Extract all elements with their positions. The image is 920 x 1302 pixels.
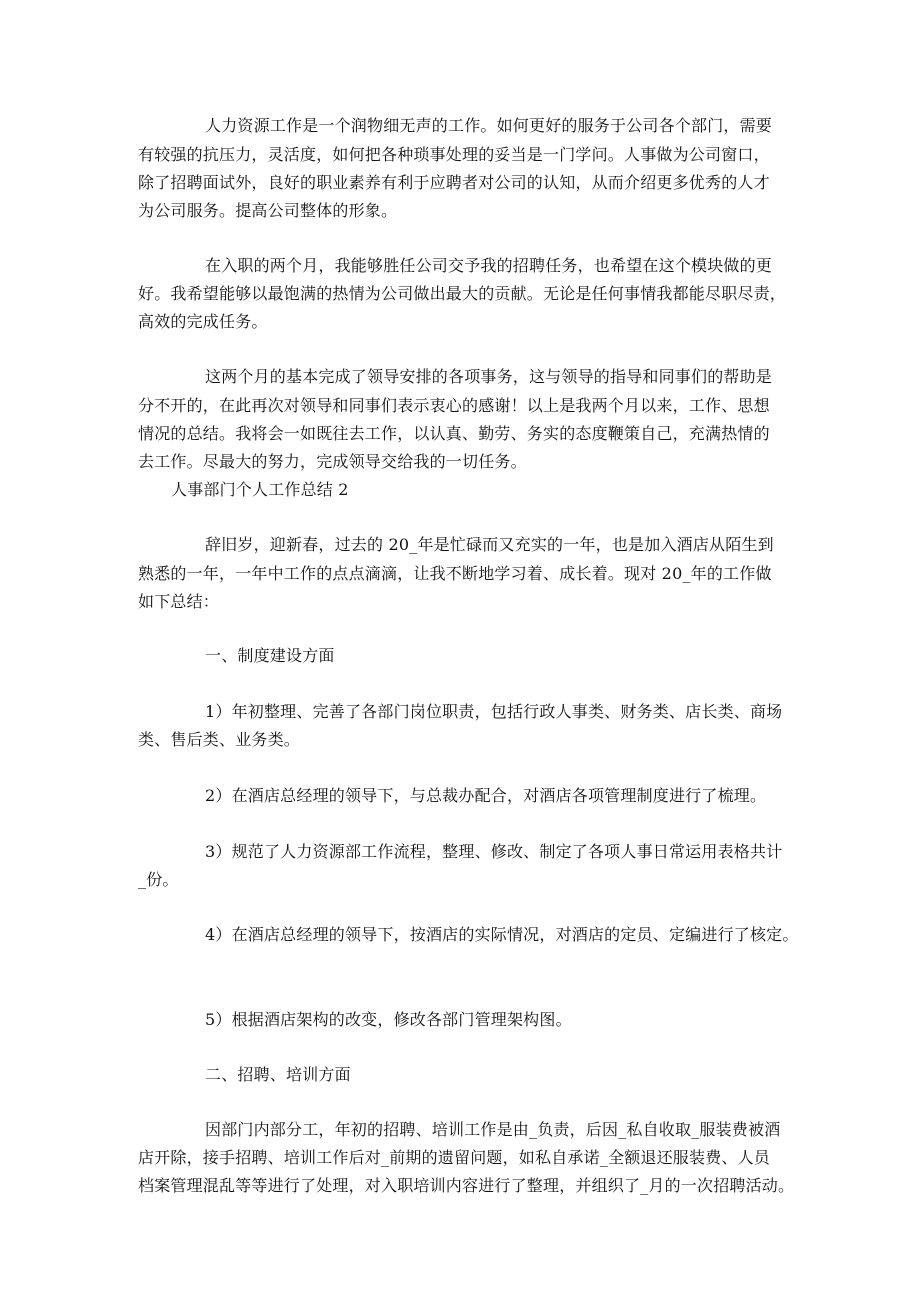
- subsection-heading: 二、招聘、培训方面: [205, 1065, 351, 1084]
- section-title: 人事部门个人工作总结 2: [171, 480, 349, 499]
- paragraph-line: 熟悉的一年，一年中工作的点点滴滴，让我不断地学习着、成长着。现对 20_年的工作做: [138, 564, 772, 583]
- paragraph-line: 好。我希望能够以最饱满的热情为公司做出最大的贡献。无论是任何事情我都能尽职尽责，: [138, 284, 787, 303]
- list-item-line: 1）年初整理、完善了各部门岗位职责，包括行政人事类、财务类、店长类、商场: [205, 702, 783, 721]
- paragraph-line: 在入职的两个月，我能够胜任公司交予我的招聘任务，也希望在这个模块做的更: [205, 256, 773, 275]
- paragraph-line: 分不开的，在此再次对领导和同事们表示衷心的感谢！以上是我两个月以来，工作、思想: [138, 396, 770, 415]
- paragraph-line: 为公司服务。提高公司整体的形象。: [138, 201, 398, 220]
- list-item-line: 3）规范了人力资源部工作流程，整理、修改、制定了各项人事日常运用表格共计: [205, 842, 783, 861]
- paragraph-line: 档案管理混乱等等进行了处理，对入职培训内容进行了整理，并组织了_月的一次招聘活动。: [138, 1176, 795, 1195]
- paragraph-line: 店开除，接手招聘、培训工作后对_前期的遗留问题，如私自承诺_全额退还服装费、人员: [138, 1148, 771, 1167]
- paragraph-line: 人力资源工作是一个润物细无声的工作。如何更好的服务于公司各个部门，需要: [205, 116, 773, 135]
- list-item-line: 5）根据酒店架构的改变，修改各部门管理架构图。: [205, 1010, 572, 1029]
- list-item-line: 类、售后类、业务类。: [138, 730, 301, 749]
- list-item-line: _份。: [138, 870, 179, 889]
- paragraph-line: 除了招聘面试外，良好的职业素养有利于应聘者对公司的认知，从而介绍更多优秀的人才: [138, 173, 770, 192]
- subsection-heading: 一、制度建设方面: [205, 646, 335, 665]
- paragraph-line: 高效的完成任务。: [138, 312, 268, 331]
- paragraph-line: 如下总结：: [138, 592, 220, 611]
- paragraph-line: 去工作。尽最大的努力，完成领导交给我的一切任务。: [138, 452, 527, 471]
- paragraph-line: 这两个月的基本完成了领导安排的各项事务，这与领导的指导和同事们的帮助是: [205, 367, 773, 386]
- paragraph-line: 有较强的抗压力，灵活度，如何把各种琐事处理的妥当是一门学问。人事做为公司窗口，: [138, 145, 770, 164]
- paragraph-line: 辞旧岁，迎新春，过去的 20_年是忙碌而又充实的一年，也是加入酒店从陌生到: [205, 535, 774, 554]
- paragraph-line: 情况的总结。我将会一如既往去工作，以认真、勤劳、务实的态度鞭策自己，充满热情的: [138, 424, 770, 443]
- list-item-line: 2）在酒店总经理的领导下，与总裁办配合，对酒店各项管理制度进行了梳理。: [205, 786, 767, 805]
- list-item-line: 4）在酒店总经理的领导下，按酒店的实际情况，对酒店的定员、定编进行了核定。: [205, 925, 799, 944]
- paragraph-line: 因部门内部分工，年初的招聘、培训工作是由_负责，后因_私自收取_服装费被酒: [205, 1120, 781, 1139]
